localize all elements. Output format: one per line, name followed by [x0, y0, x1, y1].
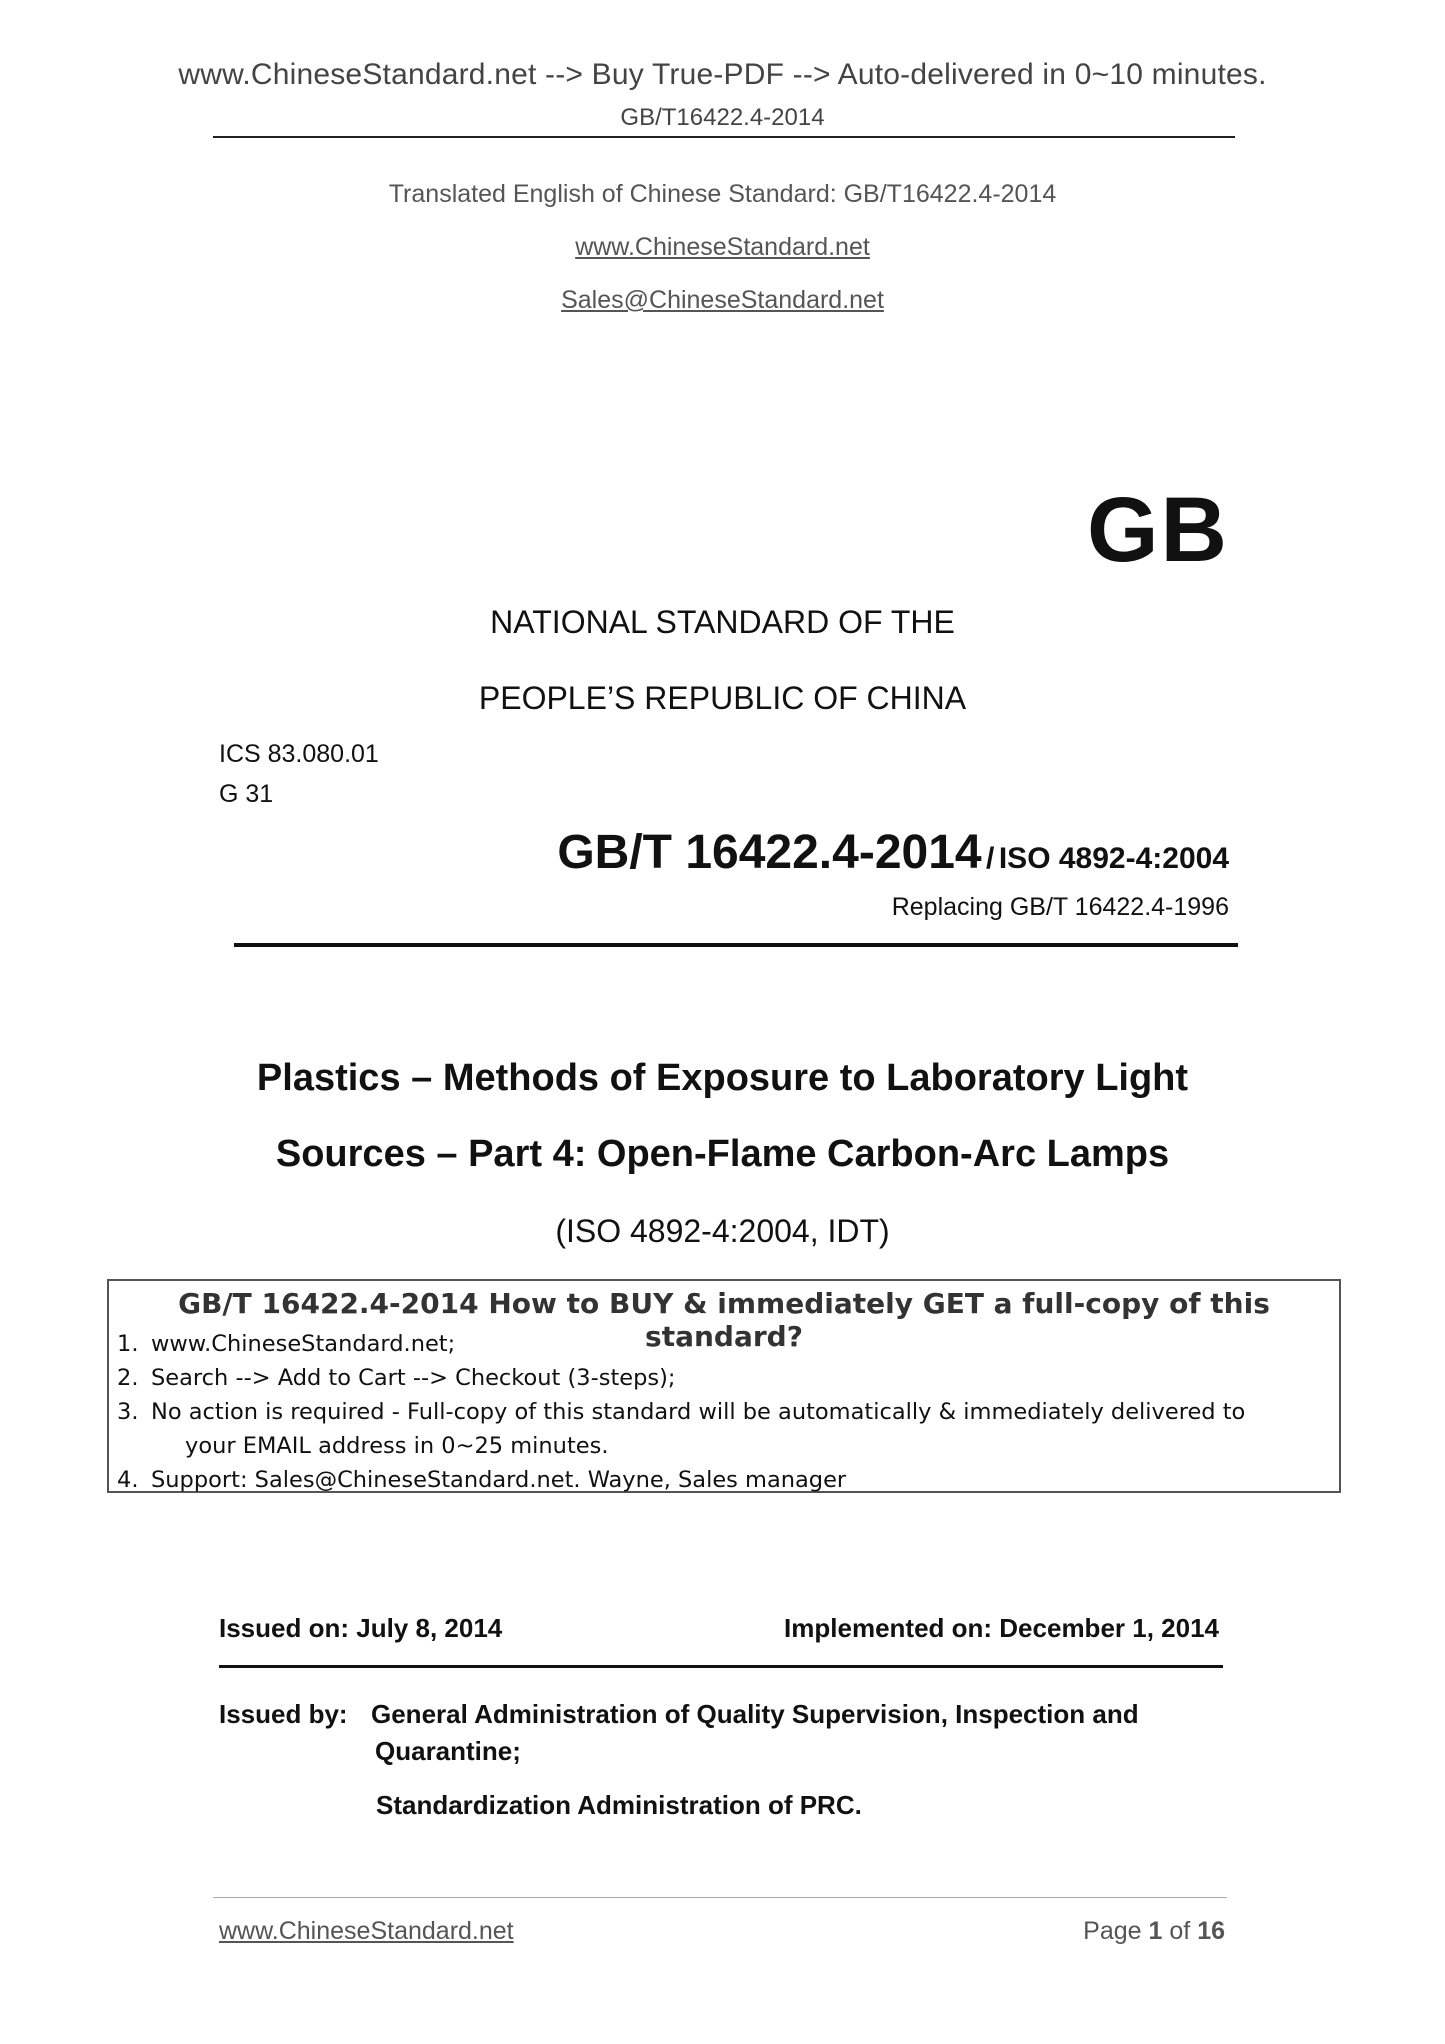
dates-divider [219, 1665, 1223, 1668]
step-number: 1. [117, 1331, 139, 1357]
step-text: Search --> Add to Cart --> Checkout (3-steps); [151, 1365, 676, 1391]
purchase-box-title: GB/T 16422.4-2014 How to BUY & immediately GET a full-copy of this standard? [178, 1287, 1270, 1353]
g-code: G 31 [219, 780, 274, 808]
header-doc-id: GB/T16422.4-2014 [620, 104, 825, 131]
header-divider [213, 136, 1235, 138]
document-title-line-1: Plastics – Methods of Exposure to Laboratory Light [256, 1057, 1189, 1099]
issuer-1-continued: Quarantine; [375, 1736, 521, 1766]
purchase-step [113, 1327, 1245, 1361]
standard-number-iso: ISO 4892-4:2004 [998, 842, 1229, 875]
replacing-note: Replacing GB/T 16422.4-1996 [891, 893, 1229, 921]
national-line-2: PEOPLE’S REPUBLIC OF CHINA [478, 680, 967, 716]
step-number: 4. [117, 1467, 139, 1493]
page-of: of [1169, 1917, 1191, 1945]
step-number: 3. [117, 1399, 139, 1425]
standard-number-gb: GB/T 16422.4-2014 [557, 826, 982, 879]
issued-on-date: Issued on: July 8, 2014 [219, 1613, 503, 1643]
purchase-steps-list [109, 1327, 1245, 1497]
step-text: No action is required - Full-copy of this standard will be automatically & immediately delivered to [151, 1399, 1246, 1425]
website-link[interactable]: www.ChineseStandard.net [575, 233, 870, 261]
issuer-1: General Administration of Quality Supervision, Inspection and [371, 1699, 1139, 1729]
step-number: 2. [117, 1365, 139, 1391]
iso-equivalence: (ISO 4892-4:2004, IDT) [555, 1213, 890, 1249]
standard-number [557, 825, 1229, 880]
footer-divider [213, 1897, 1227, 1898]
website-link-wrap [0, 233, 1445, 262]
page-total: 16 [1197, 1917, 1225, 1945]
document-title-line-2: Sources – Part 4: Open-Flame Carbon-Arc Lamps [275, 1133, 1170, 1175]
header-banner: www.ChineseStandard.net --> Buy True-PDF --> Auto-delivered in 0~10 minutes. [178, 58, 1267, 91]
purchase-info-box [107, 1279, 1341, 1493]
translated-line: Translated English of Chinese Standard: GB/T16422.4-2014 [388, 180, 1057, 208]
page-current: 1 [1148, 1917, 1163, 1945]
step-text: Support: Sales@ChineseStandard.net. Wayne, Sales manager [151, 1467, 847, 1493]
issuer-2: Standardization Administration of PRC. [376, 1790, 862, 1820]
footer-website-link[interactable]: www.ChineseStandard.net [219, 1917, 514, 1945]
ics-code: ICS 83.080.01 [219, 740, 379, 768]
step-text[interactable]: www.ChineseStandard.net; [151, 1331, 456, 1357]
step-text-continued: your EMAIL address in 0~25 minutes. [185, 1433, 609, 1459]
sales-email-wrap [0, 286, 1445, 315]
sales-email-link[interactable]: Sales@ChineseStandard.net [561, 286, 884, 314]
page-prefix: Page [1083, 1917, 1142, 1945]
gb-mark: GB [1087, 479, 1229, 581]
issued-by-label: Issued by: [219, 1699, 348, 1729]
national-line-1: NATIONAL STANDARD OF THE [490, 604, 955, 640]
implemented-on-date: Implemented on: December 1, 2014 [784, 1613, 1219, 1643]
purchase-step [113, 1361, 1245, 1395]
purchase-step [113, 1463, 1245, 1497]
page-indicator [1083, 1917, 1225, 1946]
standard-divider [234, 943, 1238, 947]
purchase-step [113, 1395, 1245, 1463]
standard-number-slash: / [986, 842, 995, 875]
